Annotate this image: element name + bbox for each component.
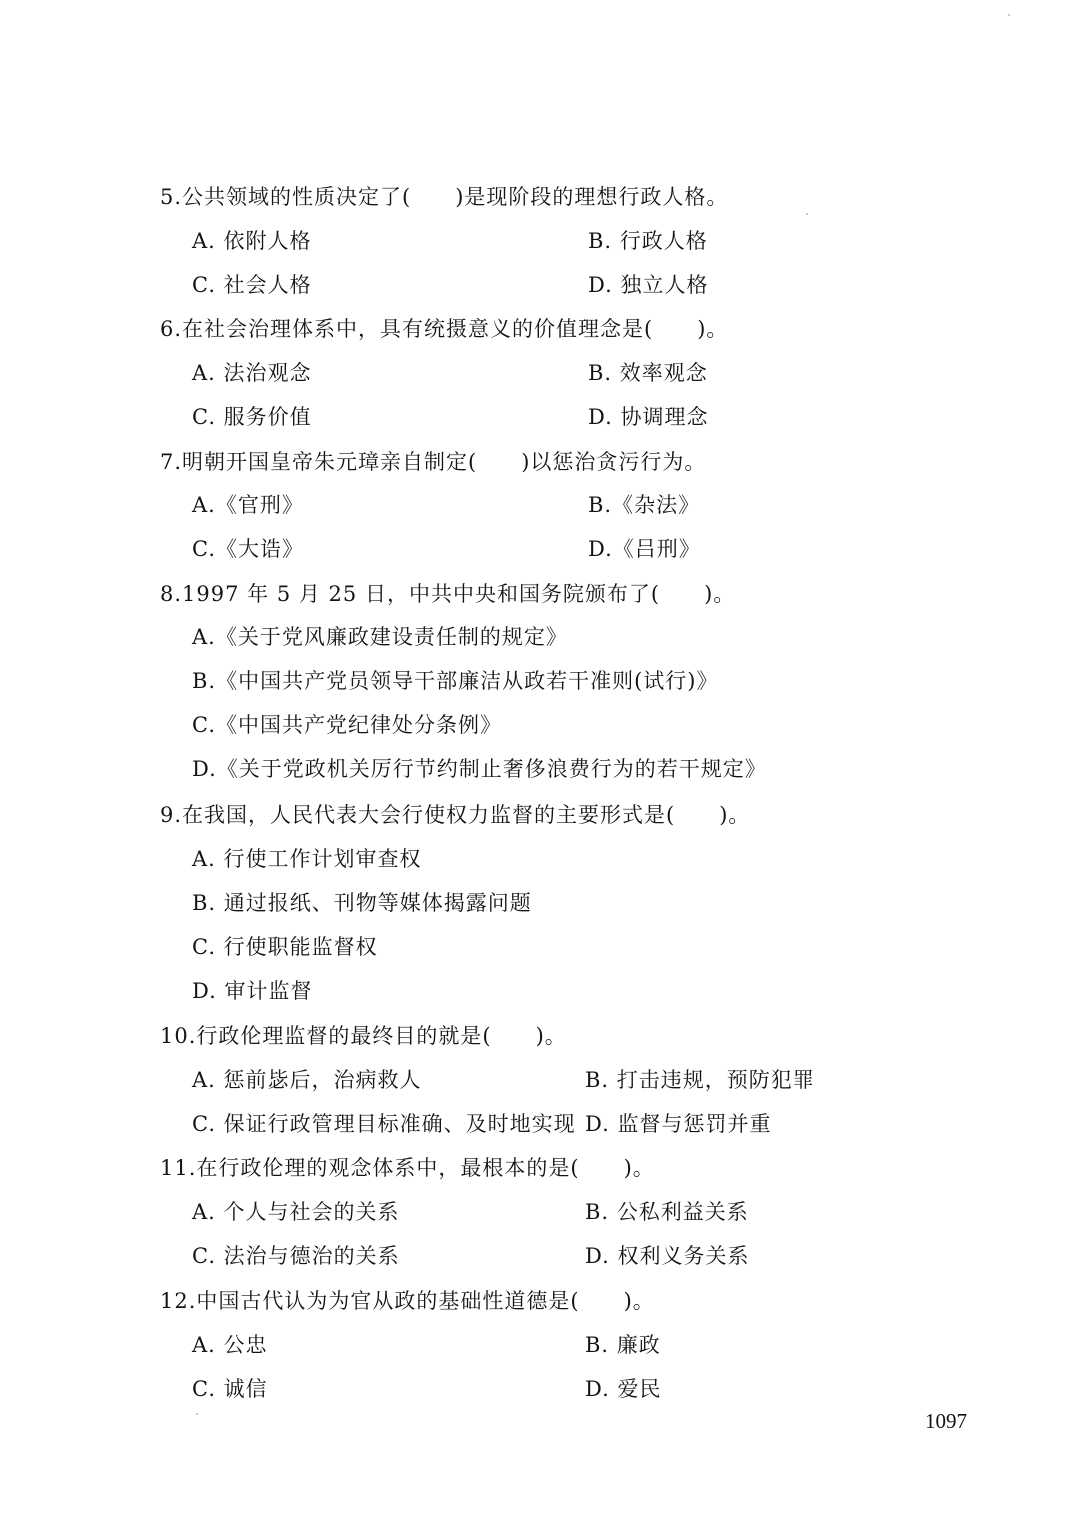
q10-option-c: C. 保证行政管理目标准确、及时地实现 bbox=[192, 1112, 576, 1136]
scan-speck bbox=[806, 213, 808, 215]
q9-option-a: A. 行使工作计划审查权 bbox=[192, 847, 422, 871]
q11-option-d: D. 权利义务关系 bbox=[585, 1244, 750, 1268]
q8-option-c: C.《中国共产党纪律处分条例》 bbox=[192, 713, 502, 737]
q6-option-d: D. 协调理念 bbox=[588, 405, 709, 429]
page-number: 1097 bbox=[925, 1409, 967, 1433]
q9-option-b: B. 通过报纸、刊物等媒体揭露问题 bbox=[192, 891, 532, 915]
q10-option-b: B. 打击违规，预防犯罪 bbox=[585, 1068, 815, 1092]
q6-option-c: C. 服务价值 bbox=[192, 405, 312, 429]
q11-option-a: A. 个人与社会的关系 bbox=[192, 1200, 400, 1224]
q6-option-b: B. 效率观念 bbox=[588, 361, 708, 385]
q7-option-b: B.《杂法》 bbox=[588, 493, 701, 517]
question-5-stem: 5.公共领域的性质决定了( )是现阶段的理想行政人格。 bbox=[160, 185, 729, 209]
question-6-stem: 6.在社会治理体系中，具有统摄意义的价值理念是( )。 bbox=[160, 317, 729, 341]
scan-speck bbox=[196, 1413, 198, 1415]
q5-option-b: B. 行政人格 bbox=[588, 229, 708, 253]
scan-speck bbox=[1008, 14, 1010, 16]
q9-option-d: D. 审计监督 bbox=[192, 979, 313, 1003]
q12-option-b: B. 廉政 bbox=[585, 1333, 661, 1357]
q10-option-d: D. 监督与惩罚并重 bbox=[585, 1112, 772, 1136]
q11-option-c: C. 法治与德治的关系 bbox=[192, 1244, 400, 1268]
q8-option-d: D.《关于党政机关厉行节约制止奢侈浪费行为的若干规定》 bbox=[192, 757, 767, 781]
question-12-stem: 12.中国古代认为为官从政的基础性道德是( )。 bbox=[160, 1289, 655, 1313]
q8-option-a: A.《关于党风廉政建设责任制的规定》 bbox=[192, 625, 568, 649]
question-7-stem: 7.明朝开国皇帝朱元璋亲自制定( )以惩治贪污行为。 bbox=[160, 450, 707, 474]
q7-option-d: D.《吕刑》 bbox=[588, 537, 701, 561]
q10-option-a: A. 惩前毖后，治病救人 bbox=[192, 1068, 422, 1092]
q5-option-c: C. 社会人格 bbox=[192, 273, 312, 297]
question-10-stem: 10.行政伦理监督的最终目的就是( )。 bbox=[160, 1024, 567, 1048]
question-9-stem: 9.在我国，人民代表大会行使权力监督的主要形式是( )。 bbox=[160, 803, 751, 827]
q6-option-a: A. 法治观念 bbox=[192, 361, 312, 385]
q8-option-b: B.《中国共产党员领导干部廉洁从政若干准则(试行)》 bbox=[192, 669, 719, 693]
q11-option-b: B. 公私利益关系 bbox=[585, 1200, 749, 1224]
q9-option-c: C. 行使职能监督权 bbox=[192, 935, 378, 959]
q7-option-a: A.《官刑》 bbox=[192, 493, 304, 517]
question-8-stem: 8.1997 年 5 月 25 日，中共中央和国务院颁布了( )。 bbox=[160, 582, 736, 606]
q12-option-a: A. 公忠 bbox=[192, 1333, 268, 1357]
q5-option-a: A. 依附人格 bbox=[192, 229, 312, 253]
q7-option-c: C.《大诰》 bbox=[192, 537, 304, 561]
q12-option-d: D. 爱民 bbox=[585, 1377, 662, 1401]
q5-option-d: D. 独立人格 bbox=[588, 273, 709, 297]
q12-option-c: C. 诚信 bbox=[192, 1377, 268, 1401]
question-11-stem: 11.在行政伦理的观念体系中，最根本的是( )。 bbox=[160, 1156, 655, 1180]
